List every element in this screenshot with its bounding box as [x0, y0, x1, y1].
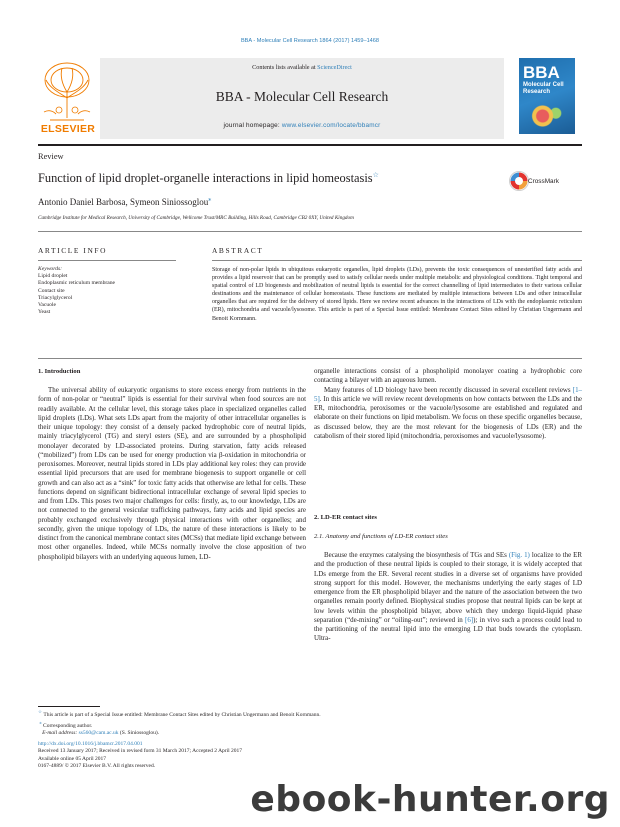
figure-link[interactable]: (Fig. 1) [508, 551, 530, 559]
body-paragraph-enzymes [314, 551, 582, 644]
abstract-bottom-divider [38, 358, 582, 359]
publisher-name: ELSEVIER [40, 123, 96, 135]
sciencedirect-link[interactable]: ScienceDirect [317, 64, 352, 71]
contents-prefix: Contents lists available at [252, 64, 316, 71]
footnote-mark[interactable]: ☆ [38, 709, 43, 714]
email-owner: (S. Siniossoglou). [119, 730, 160, 737]
footnote-corresponding [38, 719, 582, 730]
footnote-text: This article is part of a Special Issue entitled: Membrane Contact Sites edited by Christian Ungermann and Benoit Kornmann. [43, 711, 321, 718]
authors [38, 196, 211, 207]
journal-cover-image [519, 58, 575, 134]
keyword: Contact site [38, 287, 65, 294]
footnote-email [38, 730, 582, 737]
section-heading-introduction: 1. Introduction [38, 368, 81, 375]
body-paragraph-reviews [314, 386, 582, 442]
keyword: Vacuole [38, 302, 57, 309]
affiliation: Cambridge Institute for Medical Research, University of Cambridge, Wellcome Trust/MRC Building, Hills Road, Cambridge CB2 0XY, United Kingdom [38, 215, 354, 221]
keywords-list [38, 266, 178, 316]
paragraph-text: ); in vivo such a process could lead to the partitioning of the neutral lipid into the emerging LD that buds towards the cytoplasm. Ultra- [314, 615, 582, 643]
journal-title: BBA - Molecular Cell Research [215, 89, 389, 104]
received-dates: Received 13 January 2017; Received in revised form 31 March 2017; Accepted 2 April 2017 [38, 748, 243, 755]
footnote-special-issue [38, 708, 582, 719]
article-info-heading: ARTICLE INFO [38, 246, 108, 255]
body-paragraph: The universal ability of eukaryotic organisms to store excess energy from nutrients in the form of non-polar or “neutral” lipids is essential for their survival when food sources are not readily available. At the cellular level, this storage takes place in specialized organelles called lipid droplets (LDs). What sets LDs apart from the majority of other intracellular organelles is their unique topology: they consist of a densely packed hydrophobic core of neutral lipids, mainly triacylglycerol (TG) and steryl esters (SE), and are surrounded by a phospholipid monolayer decorated by LD-associated proteins. During starvation, fatty acids released (“mobilized”) from LDs can be used for energy production via β-oxidation in mitochondria or peroxisomes. Moreover, neutral lipids stored in LDs play additional key roles: they can provide essential lipid precursors that are used for membrane biogenesis to support organelle or cell growth and can also act as a “sink” for toxic fatty acids that otherwise are lethal for cells. These functions depend on significant bidirectional intracellular exchange of several lipid species to and from LDs. This poses two major challenges for cells: firstly, as, to our knowledge, LDs are not connected to the general vesicular trafficking pathways, fatty acids and lipid species are probably exchanged exclusively through physical interactions with other organelles; and secondly, given the unique topology of LDs, the nature of these interactions is likely to be distinct from the canonical membrane contact sites (MCSs) that mediate lipid exchange between most other organelles. Indeed, while MCSs normally involve the close apposition of two phospholipid bilayers with an underlying aqueous lumen, LD- [38, 386, 306, 561]
citation-link[interactable]: [6] [465, 615, 474, 624]
cover-artwork [525, 102, 569, 130]
journal-homepage [100, 122, 504, 129]
watermark-text: ebook-hunter.org [250, 779, 610, 820]
paragraph-text: localize to the ER and the production of these neutral lipids is coupled to their storage, it is widely accepted that LDs emerge from the ER. Several recent studies in a diverse set of organisms have provided strong support for this model. However, the mechanisms underlying the early stages of LD emergence from the ER phospholipid bilayer and the nature of the association between the two organelles remain poorly defined. Biophysical studies propose that neutral lipids can be kept at low levels within the phospholipid bilayer, above which they undergo liquid-liquid phase separation (“de-mixing” or “oiling-out”; reviewed in [314, 551, 583, 624]
homepage-label: journal homepage: [223, 122, 280, 129]
copyright: 0167-4889/ © 2017 Elsevier B.V. All rights reserved. [38, 763, 156, 770]
email-label: E-mail address: [42, 730, 78, 737]
crossmark-label[interactable]: CrossMark [528, 178, 559, 185]
keywords-label: Keywords: [38, 266, 63, 272]
author-names: Antonio Daniel Barbosa, Symeon Siniossoglou [38, 197, 209, 207]
affiliation-divider [38, 231, 582, 232]
body-column-right-top [314, 367, 582, 441]
paragraph-text: Many features of LD biology have been recently discussed in several excellent reviews [324, 385, 571, 394]
section-heading-ld-er: 2. LD-ER contact sites [314, 514, 377, 521]
running-header[interactable]: BBA - Molecular Cell Research 1864 (2017) 1459–1468 [240, 38, 380, 44]
body-paragraph: organelle interactions consist of a phospholipid monolayer coating a hydrophobic core contacting a bilayer with an aqueous lumen. [314, 367, 582, 385]
title-footnote-mark[interactable]: ☆ [372, 171, 379, 179]
footnotes [38, 708, 582, 738]
contents-line [100, 64, 504, 71]
abstract-heading: ABSTRACT [212, 246, 264, 255]
masthead-divider [38, 144, 582, 146]
article-title [38, 171, 379, 186]
keyword: Yeast [38, 309, 51, 316]
footnote-text: Corresponding author. [43, 723, 93, 730]
doi-link[interactable]: http://dx.doi.org/10.1016/j.bbamcr.2017.04.001 [38, 741, 143, 747]
online-date: Available online 05 April 2017 [38, 755, 107, 762]
body-column-left [38, 386, 306, 562]
paragraph-text: . In this article we will review recent developments on how contacts between the LDs and the ER, mitochondria, peroxisomes or the vacuole/lysosome are established and regulated and elaborate on their functions on lipid metabolism. We focus on these specific organelles because, as discussed below, they are the most relevant for the biogenesis of LDs (ER) and the catabolism of their stored lipid (mitochondria, peroxisomes and vacuole/lysosome). [314, 394, 582, 440]
cover-subtitle: Molecular Cell Research [523, 82, 564, 95]
keyword: Triacylglycerol [38, 294, 73, 301]
publication-info [38, 741, 582, 771]
body-column-right-bottom [314, 551, 582, 644]
keyword: Endoplasmic reticulum membrane [38, 280, 116, 287]
abstract-divider [212, 260, 582, 261]
corresponding-author-mark[interactable]: ⁎ [208, 197, 212, 203]
article-type: Review [38, 152, 64, 161]
article-info-divider [38, 260, 176, 261]
email-link[interactable]: ss560@cam.ac.uk [78, 730, 119, 737]
cover-title: BBA [523, 63, 560, 82]
footnote-mark[interactable]: ⁎ [39, 720, 42, 726]
homepage-link[interactable]: www.elsevier.com/locate/bbamcr [281, 122, 381, 129]
keyword: Lipid droplet [38, 273, 68, 280]
citation-link[interactable]: [1–5] [314, 385, 583, 403]
paragraph-text: Because the enzymes catalysing the biosynthesis of TGs and SEs [324, 551, 507, 559]
abstract-text: Storage of non-polar lipids in ubiquitous eukaryotic organelles, lipid droplets (LDs), prevents the toxic consequences of unesterified fatty acids and provides a lipid reservoir that can be promptly used to satisfy cellular needs under multiple metabolic and physiological conditions. Tight temporal and spatial control of LD biogenesis and mobilization of neutral lipids is essential for the correct channelling of lipid intermediates to their various cellular destinations and the maintenance of cellular homeostasis. These functions are mediated by multiple interactions between LDs and other intracellular organelles that are required for the delivery of stored lipids. Here we review recent advances in the interactions of LDs with the endoplasmic reticulum (ER), mitochondria and vacuole/lysosome. This article is part of a Special Issue entitled: Membrane Contact Sites edited by Christian Ungermann and Benoit Kornmann. [212, 267, 582, 322]
subsection-heading-anatomy: 2.1. Anatomy and functions of LD-ER contact sites [314, 533, 448, 540]
footnote-divider [38, 706, 100, 707]
article-title-text: Function of lipid droplet-organelle interactions in lipid homeostasis [38, 171, 373, 186]
